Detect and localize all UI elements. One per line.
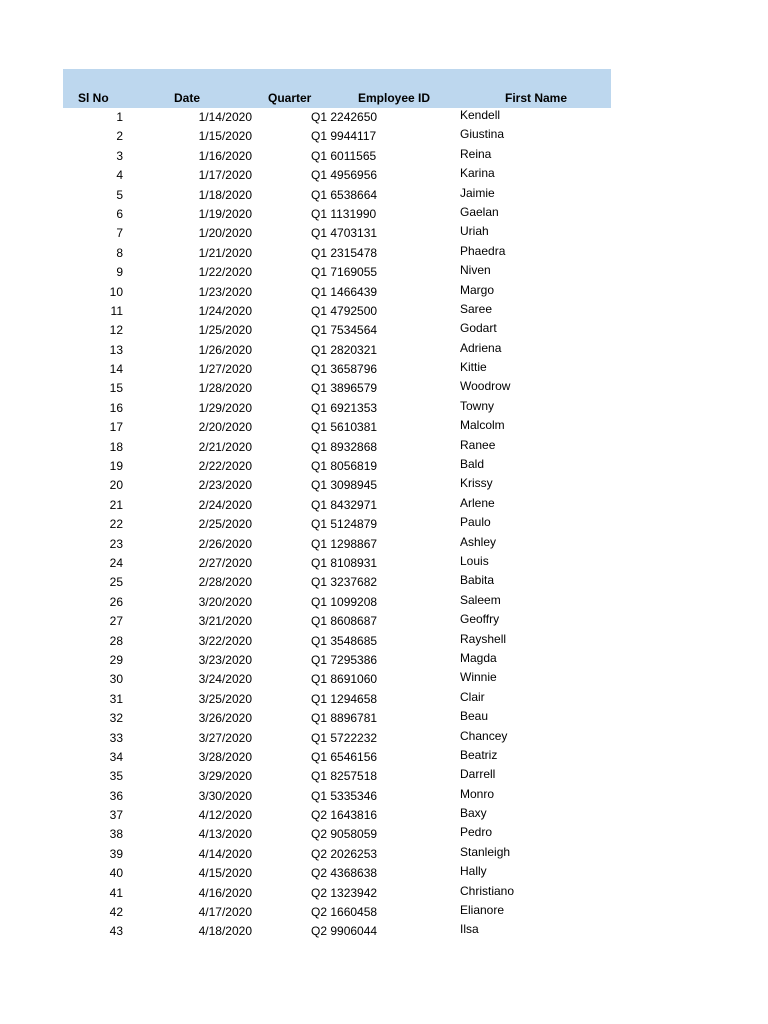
header-date: Date	[174, 91, 201, 105]
cell-first-name: Babita	[460, 573, 495, 588]
cell-employee-id: Q1 6921353	[311, 400, 378, 415]
table-row	[63, 283, 611, 302]
cell-first-name: Godart	[460, 321, 497, 336]
cell-sl-no: 38	[109, 827, 123, 842]
cell-employee-id: Q1 2820321	[311, 342, 378, 357]
table-row	[63, 205, 611, 224]
cell-date: 2/24/2020	[198, 497, 252, 512]
cell-first-name: Ilsa	[460, 922, 479, 937]
cell-date: 4/16/2020	[198, 885, 252, 900]
table-row	[63, 147, 611, 166]
cell-date: 3/25/2020	[198, 691, 252, 706]
cell-sl-no: 34	[109, 749, 123, 764]
cell-first-name: Arlene	[460, 495, 495, 510]
cell-date: 4/18/2020	[198, 924, 252, 939]
cell-date: 4/12/2020	[198, 808, 252, 823]
cell-first-name: Ashley	[460, 534, 497, 549]
cell-first-name: Paulo	[460, 515, 491, 530]
cell-first-name: Louis	[460, 553, 489, 568]
cell-employee-id: Q1 3896579	[311, 381, 378, 396]
cell-first-name: Winnie	[460, 670, 497, 685]
cell-date: 3/29/2020	[198, 769, 252, 784]
cell-sl-no: 4	[116, 168, 123, 183]
table-row	[63, 767, 611, 786]
cell-employee-id: Q2 1660458	[311, 905, 378, 920]
cell-employee-id: Q2 1643816	[311, 808, 378, 823]
cell-date: 1/22/2020	[198, 265, 252, 280]
cell-sl-no: 15	[109, 381, 123, 396]
cell-first-name: Ranee	[460, 437, 496, 452]
cell-employee-id: Q2 4368638	[311, 866, 378, 881]
cell-first-name: Gaelan	[460, 204, 499, 219]
cell-employee-id: Q2 1323942	[311, 885, 378, 900]
cell-first-name: Kendell	[460, 108, 501, 122]
cell-first-name: Elianore	[460, 903, 505, 918]
cell-first-name: Saleem	[460, 592, 501, 607]
cell-employee-id: Q1 3548685	[311, 633, 378, 648]
table-row	[63, 670, 611, 689]
cell-sl-no: 26	[109, 594, 123, 609]
cell-date: 2/21/2020	[198, 439, 252, 454]
cell-sl-no: 43	[109, 924, 123, 939]
table-row	[63, 864, 611, 883]
cell-date: 1/23/2020	[198, 284, 252, 299]
cell-employee-id: Q1 4956956	[311, 168, 378, 183]
cell-date: 4/17/2020	[198, 905, 252, 920]
table-body	[63, 108, 611, 942]
cell-first-name: Christiano	[460, 883, 515, 898]
cell-sl-no: 12	[109, 323, 123, 338]
cell-sl-no: 3	[116, 148, 123, 163]
table-row	[63, 690, 611, 709]
cell-first-name: Reina	[460, 146, 492, 161]
cell-sl-no: 20	[109, 478, 123, 493]
table-row	[63, 263, 611, 282]
cell-sl-no: 8	[116, 245, 123, 260]
cell-date: 1/21/2020	[198, 245, 252, 260]
header-row	[63, 69, 611, 108]
table-row	[63, 554, 611, 573]
cell-employee-id: Q1 5124879	[311, 517, 378, 532]
cell-sl-no: 5	[116, 187, 123, 202]
cell-first-name: Beatriz	[460, 747, 498, 762]
table-row	[63, 379, 611, 398]
cell-sl-no: 16	[109, 400, 123, 415]
cell-sl-no: 6	[116, 206, 123, 221]
cell-sl-no: 39	[109, 846, 123, 861]
table-row	[63, 108, 611, 127]
cell-employee-id: Q1 8432971	[311, 497, 378, 512]
table-row	[63, 476, 611, 495]
table-row	[63, 360, 611, 379]
cell-date: 1/18/2020	[198, 187, 252, 202]
cell-employee-id: Q1 8257518	[311, 769, 378, 784]
cell-sl-no: 41	[109, 885, 123, 900]
cell-first-name: Karina	[460, 166, 495, 181]
table-row	[63, 845, 611, 864]
cell-employee-id: Q1 3237682	[311, 575, 378, 590]
cell-first-name: Margo	[460, 282, 495, 297]
header-sl-no: Sl No	[78, 91, 109, 105]
table-row	[63, 922, 611, 941]
cell-first-name: Geoffry	[460, 612, 500, 627]
cell-sl-no: 23	[109, 536, 123, 551]
table-row	[63, 457, 611, 476]
cell-date: 1/25/2020	[198, 323, 252, 338]
cell-employee-id: Q1 6538664	[311, 187, 378, 202]
cell-sl-no: 17	[109, 420, 123, 435]
cell-sl-no: 32	[109, 711, 123, 726]
cell-first-name: Bald	[460, 457, 485, 472]
spreadsheet-table	[63, 69, 611, 942]
cell-first-name: Rayshell	[460, 631, 507, 646]
table-row	[63, 341, 611, 360]
cell-employee-id: Q1 2315478	[311, 245, 378, 260]
header-quarter: Quarter	[268, 91, 312, 105]
cell-date: 2/27/2020	[198, 555, 252, 570]
cell-employee-id: Q2 9906044	[311, 924, 378, 939]
cell-first-name: Chancey	[460, 728, 508, 743]
cell-employee-id: Q1 8608687	[311, 614, 378, 629]
cell-date: 1/27/2020	[198, 362, 252, 377]
cell-date: 1/28/2020	[198, 381, 252, 396]
cell-sl-no: 11	[110, 303, 123, 318]
cell-employee-id: Q1 8056819	[311, 459, 378, 474]
cell-date: 1/19/2020	[198, 206, 252, 221]
cell-employee-id: Q1 7534564	[311, 323, 378, 338]
cell-sl-no: 22	[109, 517, 123, 532]
cell-employee-id: Q1 6011565	[311, 148, 377, 163]
cell-first-name: Uriah	[460, 224, 489, 239]
cell-date: 1/24/2020	[198, 303, 252, 318]
cell-sl-no: 2	[116, 129, 123, 144]
cell-first-name: Adriena	[460, 340, 502, 355]
cell-sl-no: 1	[116, 110, 123, 124]
cell-employee-id: Q1 5335346	[311, 788, 378, 803]
table-row	[63, 593, 611, 612]
cell-first-name: Saree	[460, 301, 493, 316]
cell-first-name: Darrell	[460, 767, 496, 782]
cell-sl-no: 33	[109, 730, 123, 745]
cell-sl-no: 14	[109, 362, 123, 377]
cell-employee-id: Q1 1131990	[311, 206, 377, 221]
cell-date: 4/13/2020	[198, 827, 252, 842]
cell-date: 1/14/2020	[198, 110, 252, 124]
table-row	[63, 729, 611, 748]
table-row	[63, 418, 611, 437]
cell-employee-id: Q1 4703131	[311, 226, 378, 241]
cell-sl-no: 30	[109, 672, 123, 687]
table-row	[63, 127, 611, 146]
table-row	[63, 535, 611, 554]
table-row	[63, 632, 611, 651]
cell-employee-id: Q1 1298867	[311, 536, 378, 551]
table-row	[63, 709, 611, 728]
cell-sl-no: 18	[109, 439, 123, 454]
cell-first-name: Baxy	[460, 806, 487, 821]
cell-employee-id: Q1 7295386	[311, 652, 378, 667]
cell-date: 3/23/2020	[198, 652, 252, 667]
cell-sl-no: 13	[109, 342, 123, 357]
cell-sl-no: 42	[109, 905, 123, 920]
cell-first-name: Kittie	[460, 360, 487, 375]
cell-date: 2/26/2020	[198, 536, 252, 551]
cell-first-name: Malcolm	[460, 418, 505, 433]
cell-date: 3/28/2020	[198, 749, 252, 764]
cell-employee-id: Q1 1294658	[311, 691, 378, 706]
header-first-name: First Name	[505, 91, 568, 105]
cell-first-name: Clair	[460, 689, 485, 704]
cell-sl-no: 28	[109, 633, 123, 648]
cell-employee-id: Q2 9058059	[311, 827, 378, 842]
cell-first-name: Beau	[460, 709, 489, 724]
table-row	[63, 903, 611, 922]
cell-employee-id: Q1 4792500	[311, 303, 378, 318]
cell-date: 1/20/2020	[198, 226, 252, 241]
cell-first-name: Giustina	[460, 127, 505, 142]
cell-first-name: Monro	[460, 786, 495, 801]
cell-first-name: Jaimie	[460, 185, 495, 200]
header-employee-id: Employee ID	[358, 91, 431, 105]
table-row	[63, 186, 611, 205]
cell-employee-id: Q1 3658796	[311, 362, 378, 377]
table-row	[63, 612, 611, 631]
cell-first-name: Hally	[460, 864, 487, 879]
cell-employee-id: Q1 5610381	[311, 420, 378, 435]
table-row	[63, 399, 611, 418]
table-row	[63, 224, 611, 243]
cell-first-name: Phaedra	[460, 243, 506, 258]
table-row	[63, 825, 611, 844]
table-row	[63, 166, 611, 185]
table-row	[63, 573, 611, 592]
cell-sl-no: 36	[109, 788, 123, 803]
cell-date: 2/23/2020	[198, 478, 252, 493]
cell-date: 3/24/2020	[198, 672, 252, 687]
table-row	[63, 515, 611, 534]
table-row	[63, 496, 611, 515]
cell-sl-no: 24	[109, 555, 123, 570]
table-row	[63, 806, 611, 825]
cell-date: 3/27/2020	[198, 730, 252, 745]
cell-date: 3/22/2020	[198, 633, 252, 648]
cell-date: 2/28/2020	[198, 575, 252, 590]
cell-date: 1/29/2020	[198, 400, 252, 415]
cell-employee-id: Q1 8691060	[311, 672, 378, 687]
table-row	[63, 244, 611, 263]
cell-employee-id: Q1 2242650	[311, 110, 378, 124]
cell-employee-id: Q1 8896781	[311, 711, 378, 726]
cell-employee-id: Q1 8108931	[311, 555, 378, 570]
cell-date: 3/21/2020	[198, 614, 252, 629]
cell-employee-id: Q1 8932868	[311, 439, 378, 454]
cell-sl-no: 27	[109, 614, 123, 629]
cell-employee-id: Q1 1099208	[311, 594, 378, 609]
table-row	[63, 651, 611, 670]
cell-employee-id: Q1 1466439	[311, 284, 378, 299]
cell-employee-id: Q1 3098945	[311, 478, 378, 493]
cell-date: 1/17/2020	[198, 168, 252, 183]
cell-date: 1/16/2020	[198, 148, 252, 163]
cell-date: 2/25/2020	[198, 517, 252, 532]
cell-sl-no: 40	[109, 866, 123, 881]
cell-date: 3/26/2020	[198, 711, 252, 726]
cell-sl-no: 7	[116, 226, 123, 241]
cell-sl-no: 19	[109, 459, 123, 474]
cell-date: 2/20/2020	[198, 420, 252, 435]
cell-date: 3/20/2020	[198, 594, 252, 609]
cell-sl-no: 35	[109, 769, 123, 784]
cell-date: 4/15/2020	[198, 866, 252, 881]
table-row	[63, 748, 611, 767]
table-row	[63, 884, 611, 903]
cell-sl-no: 25	[109, 575, 123, 590]
cell-first-name: Niven	[460, 263, 491, 278]
table-row	[63, 438, 611, 457]
cell-employee-id: Q1 5722232	[311, 730, 378, 745]
cell-date: 1/26/2020	[198, 342, 252, 357]
table-row	[63, 302, 611, 321]
cell-date: 1/15/2020	[198, 129, 252, 144]
cell-date: 3/30/2020	[198, 788, 252, 803]
cell-date: 4/14/2020	[198, 846, 252, 861]
cell-first-name: Pedro	[460, 825, 493, 840]
table-row	[63, 321, 611, 340]
cell-date: 2/22/2020	[198, 459, 252, 474]
cell-first-name: Woodrow	[460, 379, 511, 394]
cell-employee-id: Q1 7169055	[311, 265, 378, 280]
cell-sl-no: 9	[116, 265, 123, 280]
cell-employee-id: Q1 9944117	[311, 129, 377, 144]
cell-sl-no: 37	[109, 808, 123, 823]
cell-employee-id: Q1 6546156	[311, 749, 378, 764]
cell-sl-no: 31	[109, 691, 123, 706]
cell-sl-no: 21	[109, 497, 123, 512]
cell-first-name: Towny	[460, 398, 495, 413]
cell-employee-id: Q2 2026253	[311, 846, 378, 861]
cell-first-name: Krissy	[460, 476, 493, 491]
cell-sl-no: 10	[109, 284, 123, 299]
cell-sl-no: 29	[109, 652, 123, 667]
cell-first-name: Stanleigh	[460, 844, 511, 859]
table-row	[63, 787, 611, 806]
cell-first-name: Magda	[460, 650, 497, 665]
